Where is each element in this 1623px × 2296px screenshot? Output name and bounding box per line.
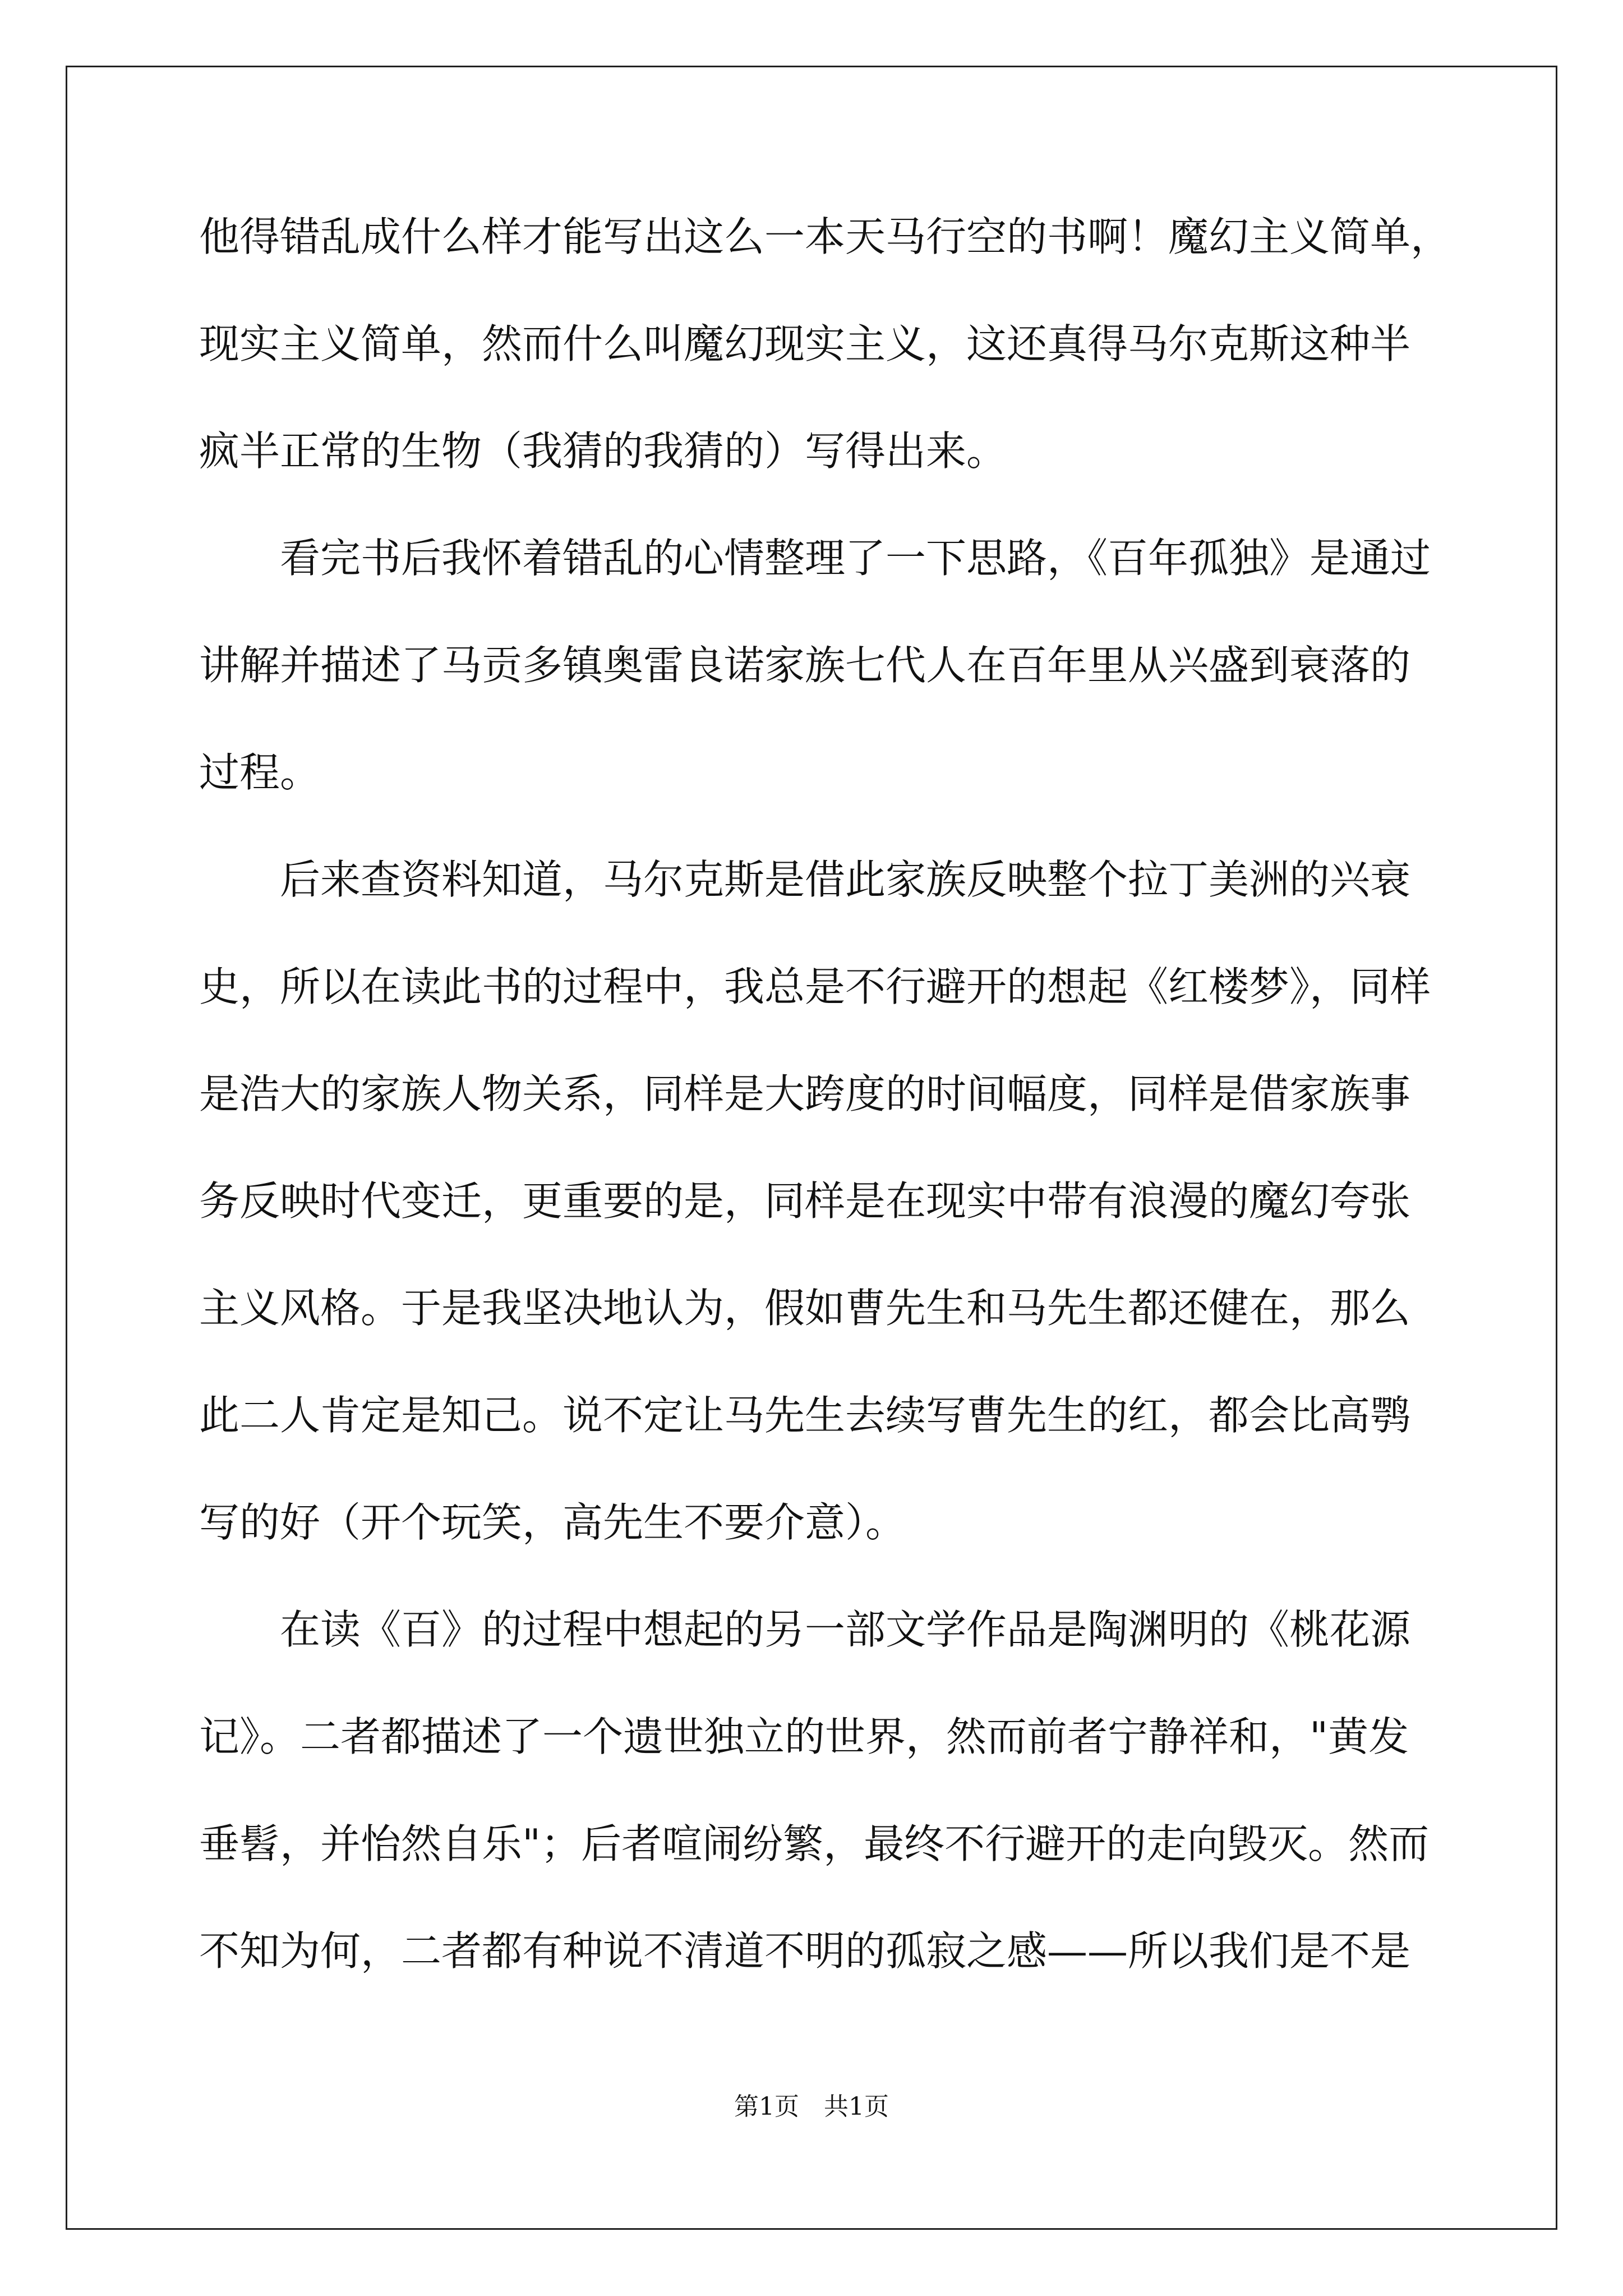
text-line: 不知为何，二者都有种说不清道不明的孤寂之感——所以我们是不是 — [199, 1927, 1411, 1975]
text-line: 写的好（开个玩笑，高先生不要介意）。 — [199, 1499, 906, 1546]
page-number: 第1页 共1页 — [734, 2092, 889, 2121]
text-line: 此二人肯定是知己。说不定让马先生去续写曹先生的红，都会比高鹗 — [199, 1392, 1411, 1439]
text-line: 他得错乱成什么样才能写出这么一本天马行空的书啊！魔幻主义简单， — [199, 213, 1451, 260]
text-line: 后来查资料知道，马尔克斯是借此家族反映整个拉丁美洲的兴衰 — [199, 856, 1411, 903]
text-line: 垂髫，并怡然自乐"；后者喧闹纷繁，最终不行避开的走向毁灭。然而 — [199, 1820, 1430, 1867]
text-line: 是浩大的家族人物关系，同样是大跨度的时间幅度，同样是借家族事 — [199, 1070, 1411, 1117]
text-line: 现实主义简单，然而什么叫魔幻现实主义，这还真得马尔克斯这种半 — [199, 320, 1411, 367]
text-line: 记》。二者都描述了一个遗世独立的世界，然而前者宁静祥和，"黄发 — [199, 1713, 1409, 1760]
text-line: 过程。 — [199, 749, 321, 796]
page-border — [66, 66, 1557, 2230]
text-line: 务反映时代变迁，更重要的是，同样是在现实中带有浪漫的魔幻夸张 — [199, 1177, 1411, 1225]
text-line: 在读《百》的过程中想起的另一部文学作品是陶渊明的《桃花源 — [199, 1606, 1411, 1653]
text-line: 史，所以在读此书的过程中，我总是不行避开的想起《红楼梦》，同样 — [199, 963, 1431, 1010]
page-footer — [0, 2090, 1623, 2124]
text-line: 主义风格。于是我坚决地认为，假如曹先生和马先生都还健在，那么 — [199, 1285, 1411, 1332]
text-line: 疯半正常的生物（我猜的我猜的）写得出来。 — [199, 427, 1007, 475]
text-line: 看完书后我怀着错乱的心情整理了一下思路，《百年孤独》是通过 — [199, 535, 1431, 582]
text-line: 讲解并描述了马贡多镇奥雷良诺家族七代人在百年里从兴盛到衰落的 — [199, 642, 1411, 689]
